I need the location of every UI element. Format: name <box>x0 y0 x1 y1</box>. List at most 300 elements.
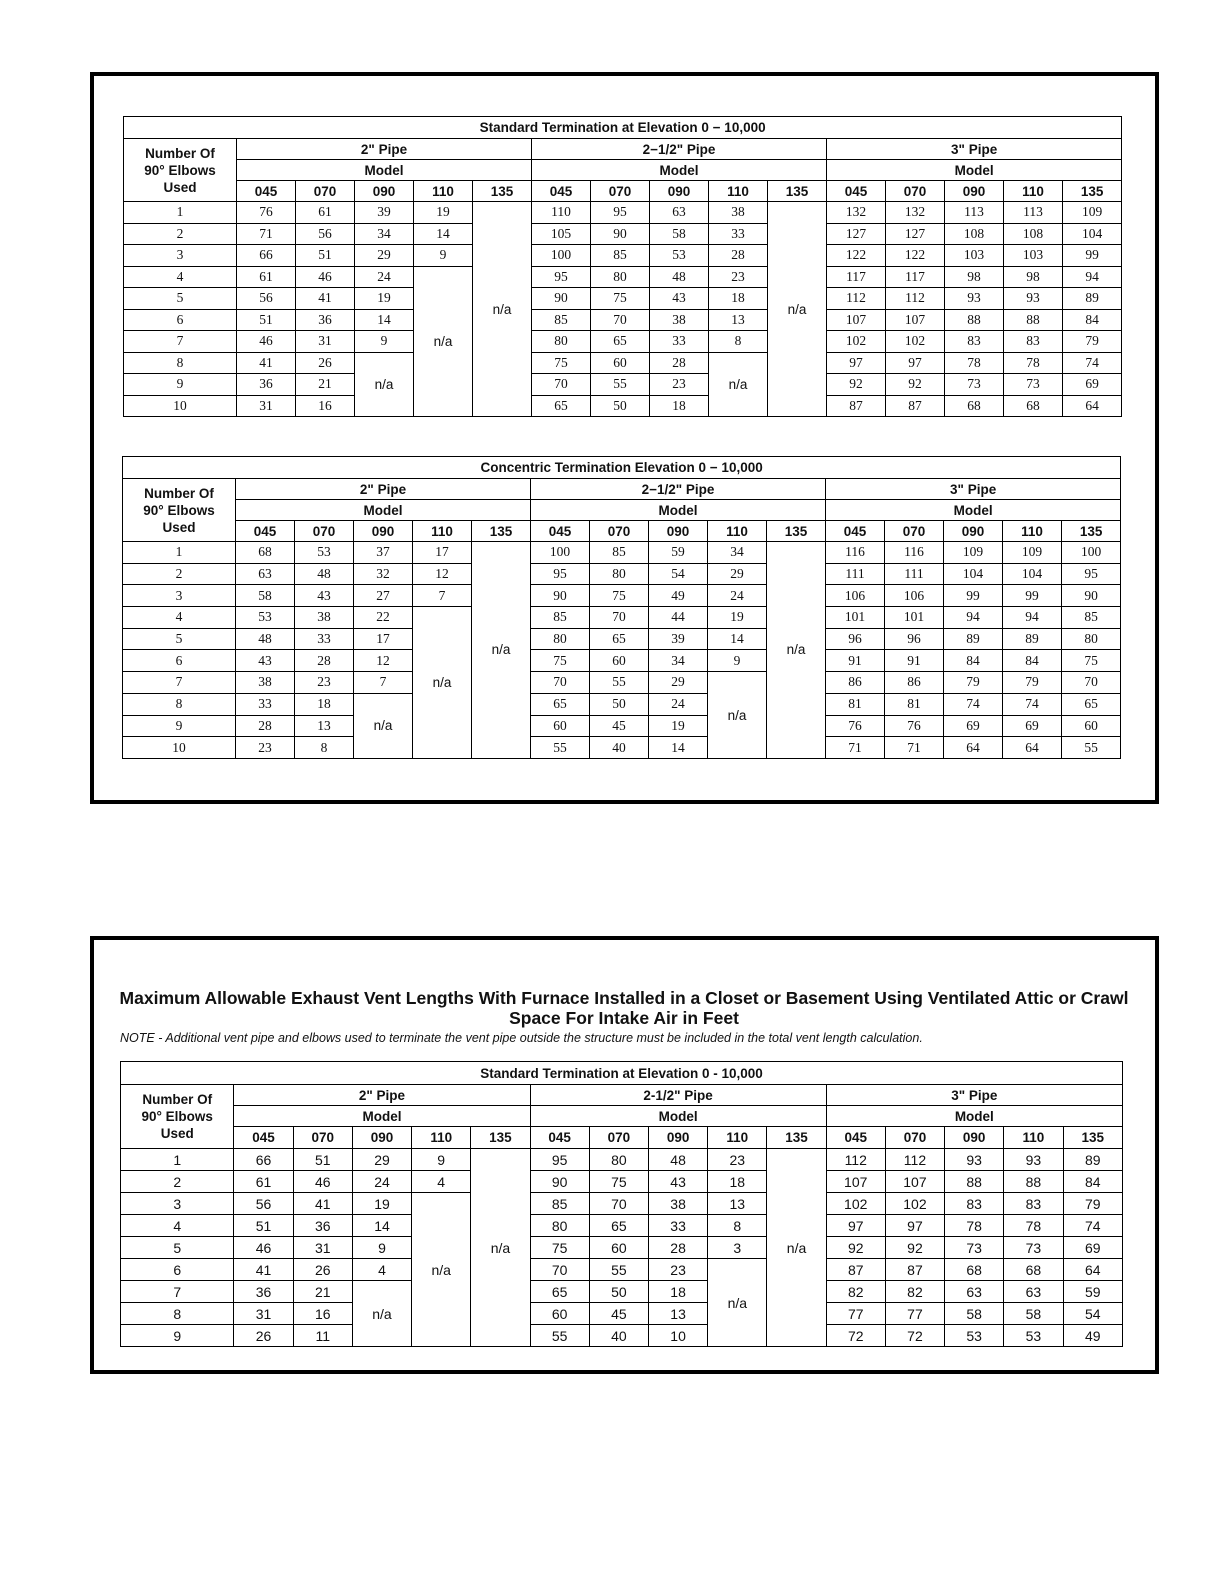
model-number: 110 <box>708 521 767 542</box>
vent-length: 23 <box>650 374 709 396</box>
vent-length: 84 <box>944 650 1003 672</box>
vent-length: 14 <box>352 1215 411 1237</box>
elbow-count: 3 <box>124 245 237 267</box>
not-applicable: n/a <box>354 693 413 758</box>
model-number: 135 <box>768 181 827 202</box>
model-header: Model <box>826 500 1121 521</box>
model-number: 110 <box>708 1127 767 1149</box>
elbow-count: 9 <box>124 374 237 396</box>
vent-length: 106 <box>826 585 885 607</box>
model-number: 110 <box>414 181 473 202</box>
vent-length: 18 <box>648 1281 707 1303</box>
vent-length: 71 <box>237 223 296 245</box>
vent-length: 9 <box>352 1237 411 1259</box>
vent-length: 68 <box>945 1259 1004 1281</box>
vent-length: 92 <box>827 374 886 396</box>
table-title: Standard Termination at Elevation 0 - 10,000 <box>121 1062 1123 1085</box>
table-row <box>123 585 1121 607</box>
model-number: 090 <box>650 181 709 202</box>
not-applicable: n/a <box>767 542 826 759</box>
table-row <box>123 650 1121 672</box>
vent-length: 132 <box>827 202 886 224</box>
vent-length: 108 <box>945 223 1004 245</box>
vent-length: 28 <box>648 1237 707 1259</box>
elbow-count: 1 <box>121 1149 234 1171</box>
elbow-count: 4 <box>124 266 237 288</box>
vent-length: 93 <box>945 288 1004 310</box>
table-row <box>123 693 1121 715</box>
model-number: 045 <box>237 181 296 202</box>
vent-length: 104 <box>944 563 1003 585</box>
table-row <box>124 202 1122 224</box>
vent-length: 84 <box>1063 1171 1123 1193</box>
vent-length: 29 <box>708 563 767 585</box>
vent-length: 84 <box>1063 309 1122 331</box>
vent-length: 89 <box>944 628 1003 650</box>
vent-length: 100 <box>1062 542 1121 564</box>
vent-length: 3 <box>708 1237 767 1259</box>
vent-length: 74 <box>1063 352 1122 374</box>
vent-length: 65 <box>591 331 650 353</box>
model-number: 090 <box>352 1127 411 1149</box>
vent-length: 122 <box>827 245 886 267</box>
elbow-count: 9 <box>123 715 236 737</box>
vent-length: 19 <box>649 715 708 737</box>
vent-length: 29 <box>352 1149 411 1171</box>
vent-length: 27 <box>354 585 413 607</box>
vent-length: 23 <box>708 1149 767 1171</box>
vent-length: 107 <box>886 309 945 331</box>
elbow-count: 3 <box>123 585 236 607</box>
vent-length: 55 <box>589 1259 648 1281</box>
vent-length: 65 <box>589 1215 648 1237</box>
table-row <box>121 1259 1123 1281</box>
vent-length: 16 <box>293 1303 352 1325</box>
model-number: 045 <box>531 521 590 542</box>
vent-length: 107 <box>827 309 886 331</box>
elbow-count: 4 <box>123 607 236 629</box>
vent-length: 56 <box>237 288 296 310</box>
vent-length: 88 <box>945 1171 1004 1193</box>
elbow-count: 8 <box>123 693 236 715</box>
table-row <box>124 352 1122 374</box>
pipe-size-header: 3" Pipe <box>826 1085 1122 1106</box>
vent-length: 18 <box>709 288 768 310</box>
elbows-header-line: 90° Elbows <box>144 162 216 178</box>
vent-length: 14 <box>649 737 708 759</box>
vent-length: 39 <box>355 202 414 224</box>
vent-length: 9 <box>708 650 767 672</box>
vent-length: 21 <box>296 374 355 396</box>
table-row <box>123 563 1121 585</box>
model-number: 070 <box>886 181 945 202</box>
elbow-count: 8 <box>121 1303 234 1325</box>
table-row <box>123 737 1121 759</box>
vent-length: 98 <box>945 266 1004 288</box>
vent-length: 14 <box>414 223 473 245</box>
vent-length: 13 <box>708 1193 767 1215</box>
vent-length: 116 <box>885 542 944 564</box>
vent-length: 89 <box>1063 288 1122 310</box>
elbow-count: 7 <box>123 672 236 694</box>
model-header: Model <box>236 500 531 521</box>
vent-length: 95 <box>532 266 591 288</box>
elbow-count: 6 <box>123 650 236 672</box>
vent-length: 38 <box>709 202 768 224</box>
vent-length: 117 <box>827 266 886 288</box>
vent-length: 18 <box>708 1171 767 1193</box>
vent-length: 55 <box>590 672 649 694</box>
vent-length: 112 <box>826 1149 885 1171</box>
vent-length: 85 <box>531 607 590 629</box>
vent-length: 61 <box>234 1171 293 1193</box>
model-number: 135 <box>767 1127 826 1149</box>
vent-length: 80 <box>532 331 591 353</box>
vent-length: 75 <box>591 288 650 310</box>
vent-length: 43 <box>295 585 354 607</box>
vent-length: 90 <box>591 223 650 245</box>
model-header: Model <box>531 500 826 521</box>
vent-length: 13 <box>648 1303 707 1325</box>
vent-length: 75 <box>532 352 591 374</box>
vent-length: 64 <box>1063 395 1122 417</box>
vent-length: 75 <box>530 1237 589 1259</box>
vent-length: 82 <box>885 1281 944 1303</box>
table-row <box>124 223 1122 245</box>
vent-length: 110 <box>532 202 591 224</box>
not-applicable: n/a <box>709 352 768 417</box>
vent-length: 38 <box>236 672 295 694</box>
vent-length: 92 <box>886 374 945 396</box>
vent-length: 87 <box>827 395 886 417</box>
model-number: 090 <box>355 181 414 202</box>
vent-length: 36 <box>296 309 355 331</box>
vent-length: 28 <box>650 352 709 374</box>
table-row <box>124 331 1122 353</box>
vent-length: 60 <box>590 650 649 672</box>
vent-length: 95 <box>1062 563 1121 585</box>
vent-length: 104 <box>1063 223 1122 245</box>
closet-standard-termination-table <box>120 1061 1123 1347</box>
vent-length: 9 <box>412 1149 471 1171</box>
model-number: 090 <box>649 521 708 542</box>
vent-length: 81 <box>826 693 885 715</box>
elbow-count: 7 <box>121 1281 234 1303</box>
vent-length: 71 <box>885 737 944 759</box>
elbows-header <box>124 139 237 202</box>
model-number: 045 <box>826 1127 885 1149</box>
vent-length: 64 <box>1003 737 1062 759</box>
vent-length: 80 <box>590 563 649 585</box>
vent-length: 29 <box>649 672 708 694</box>
model-number: 045 <box>234 1127 293 1149</box>
vent-length: 65 <box>532 395 591 417</box>
vent-length: 56 <box>296 223 355 245</box>
vent-length: 51 <box>296 245 355 267</box>
vent-length: 41 <box>293 1193 352 1215</box>
vent-length: 107 <box>885 1171 944 1193</box>
vent-length: 101 <box>826 607 885 629</box>
vent-length: 31 <box>234 1303 293 1325</box>
vent-length: 108 <box>1004 223 1063 245</box>
vent-length: 81 <box>885 693 944 715</box>
vent-length: 111 <box>826 563 885 585</box>
vent-length: 90 <box>1062 585 1121 607</box>
not-applicable: n/a <box>708 672 767 759</box>
vent-length: 28 <box>709 245 768 267</box>
elbow-count: 3 <box>121 1193 234 1215</box>
vent-length: 36 <box>237 374 296 396</box>
vent-length: 21 <box>293 1281 352 1303</box>
elbow-count: 2 <box>124 223 237 245</box>
vent-length: 93 <box>1004 1149 1063 1171</box>
model-number: 090 <box>944 521 1003 542</box>
model-number: 135 <box>1063 1127 1123 1149</box>
vent-length: 83 <box>1004 331 1063 353</box>
vent-length: 33 <box>236 693 295 715</box>
model-number: 110 <box>709 181 768 202</box>
vent-length: 97 <box>886 352 945 374</box>
vent-length: 45 <box>589 1303 648 1325</box>
vent-length: 50 <box>591 395 650 417</box>
vent-length: 75 <box>590 585 649 607</box>
vent-length: 109 <box>1063 202 1122 224</box>
pipe-size-header: 2" Pipe <box>236 479 531 500</box>
vent-length: 43 <box>650 288 709 310</box>
vent-length: 87 <box>826 1259 885 1281</box>
vent-length: 45 <box>590 715 649 737</box>
vent-length: 97 <box>885 1215 944 1237</box>
vent-length: 8 <box>708 1215 767 1237</box>
pipe-size-header: 2" Pipe <box>237 139 532 160</box>
vent-length: 46 <box>296 266 355 288</box>
table-row <box>123 715 1121 737</box>
pipe-size-header: 3" Pipe <box>827 139 1122 160</box>
vent-length: 92 <box>826 1237 885 1259</box>
elbow-count: 1 <box>124 202 237 224</box>
model-number: 110 <box>413 521 472 542</box>
elbows-header <box>123 479 236 542</box>
vent-length: 127 <box>886 223 945 245</box>
elbow-count: 5 <box>121 1237 234 1259</box>
vent-length: 32 <box>354 563 413 585</box>
vent-length: 48 <box>295 563 354 585</box>
table-row <box>121 1171 1123 1193</box>
vent-length: 23 <box>236 737 295 759</box>
vent-length: 51 <box>293 1149 352 1171</box>
vent-length: 58 <box>1004 1303 1063 1325</box>
model-number: 135 <box>767 521 826 542</box>
not-applicable: n/a <box>708 1259 767 1347</box>
vent-length: 28 <box>295 650 354 672</box>
vent-length: 7 <box>413 585 472 607</box>
vent-length: 65 <box>531 693 590 715</box>
vent-length: 85 <box>532 309 591 331</box>
model-header: Model <box>532 160 827 181</box>
vent-length: 10 <box>648 1325 707 1347</box>
vent-length: 60 <box>531 715 590 737</box>
vent-length: 59 <box>649 542 708 564</box>
closet-heading: Maximum Allowable Exhaust Vent Lengths With Furnace Installed in a Closet or Basement Using Ventilated Attic or Crawl Space For Intake Air in Feet <box>119 988 1129 1028</box>
vent-length: 80 <box>1062 628 1121 650</box>
vent-length: 16 <box>296 395 355 417</box>
vent-length: 24 <box>649 693 708 715</box>
vent-length: 48 <box>648 1149 707 1171</box>
vent-length: 53 <box>295 542 354 564</box>
vent-length: 58 <box>945 1303 1004 1325</box>
vent-length: 31 <box>296 331 355 353</box>
vent-length: 23 <box>295 672 354 694</box>
vent-length: 43 <box>648 1171 707 1193</box>
elbow-count: 9 <box>121 1325 234 1347</box>
vent-length: 55 <box>591 374 650 396</box>
vent-length: 101 <box>885 607 944 629</box>
table-title: Concentric Termination Elevation 0 − 10,000 <box>123 457 1121 479</box>
vent-length: 23 <box>648 1259 707 1281</box>
vent-length: 90 <box>530 1171 589 1193</box>
elbow-count: 5 <box>123 628 236 650</box>
not-applicable: n/a <box>767 1149 826 1347</box>
vent-length: 94 <box>1063 266 1122 288</box>
model-number: 070 <box>591 181 650 202</box>
table-row <box>124 266 1122 288</box>
vent-length: 24 <box>352 1171 411 1193</box>
pipe-size-header: 2" Pipe <box>234 1085 530 1106</box>
vent-length: 63 <box>1004 1281 1063 1303</box>
vent-length: 88 <box>945 309 1004 331</box>
vent-length: 73 <box>945 374 1004 396</box>
vent-length: 19 <box>708 607 767 629</box>
vent-length: 79 <box>1063 1193 1123 1215</box>
vent-length: 22 <box>354 607 413 629</box>
vent-length: 19 <box>355 288 414 310</box>
vent-length: 97 <box>826 1215 885 1237</box>
elbows-header-line: Number Of <box>145 145 215 161</box>
vent-length: 54 <box>1063 1303 1123 1325</box>
vent-length: 99 <box>1003 585 1062 607</box>
vent-length: 79 <box>1063 331 1122 353</box>
vent-length: 100 <box>531 542 590 564</box>
model-number: 135 <box>473 181 532 202</box>
vent-length: 102 <box>885 1193 944 1215</box>
vent-length: 64 <box>1063 1259 1123 1281</box>
model-number: 045 <box>236 521 295 542</box>
vent-length: 33 <box>648 1215 707 1237</box>
model-number: 070 <box>295 521 354 542</box>
vent-length: 80 <box>591 266 650 288</box>
vent-length: 122 <box>886 245 945 267</box>
vent-length: 46 <box>234 1237 293 1259</box>
vent-length: 60 <box>1062 715 1121 737</box>
vent-length: 18 <box>295 693 354 715</box>
model-number: 070 <box>590 521 649 542</box>
vent-length: 85 <box>590 542 649 564</box>
vent-length: 83 <box>1004 1193 1063 1215</box>
vent-length: 65 <box>1062 693 1121 715</box>
vent-length: 49 <box>649 585 708 607</box>
vent-length: 70 <box>591 309 650 331</box>
vent-length: 75 <box>531 650 590 672</box>
vent-length: 33 <box>709 223 768 245</box>
vent-length: 39 <box>649 628 708 650</box>
vent-length: 76 <box>826 715 885 737</box>
vent-length: 98 <box>1004 266 1063 288</box>
table-row <box>121 1237 1123 1259</box>
table-row <box>121 1193 1123 1215</box>
table-row <box>124 374 1122 396</box>
vent-length: 53 <box>1004 1325 1063 1347</box>
vent-length: 105 <box>532 223 591 245</box>
vent-length: 34 <box>649 650 708 672</box>
vent-length: 78 <box>945 352 1004 374</box>
vent-length: 86 <box>826 672 885 694</box>
elbow-count: 10 <box>123 737 236 759</box>
vent-length: 4 <box>412 1171 471 1193</box>
vent-length: 69 <box>1003 715 1062 737</box>
vent-length: 19 <box>352 1193 411 1215</box>
vent-length: 34 <box>355 223 414 245</box>
not-applicable: n/a <box>355 352 414 417</box>
vent-length: 36 <box>293 1215 352 1237</box>
elbows-header-line: 90° Elbows <box>143 502 215 518</box>
vent-length: 23 <box>709 266 768 288</box>
table-title: Standard Termination at Elevation 0 − 10,000 <box>124 117 1122 139</box>
vent-length: 102 <box>827 331 886 353</box>
vent-length: 72 <box>826 1325 885 1347</box>
vent-length: 91 <box>885 650 944 672</box>
vent-length: 87 <box>885 1259 944 1281</box>
model-number: 070 <box>589 1127 648 1149</box>
vent-length: 70 <box>1062 672 1121 694</box>
vent-length: 38 <box>650 309 709 331</box>
vent-length: 65 <box>530 1281 589 1303</box>
vent-length: 48 <box>236 628 295 650</box>
table-row <box>121 1215 1123 1237</box>
vent-length: 103 <box>1004 245 1063 267</box>
vent-length: 63 <box>650 202 709 224</box>
vent-length: 102 <box>826 1193 885 1215</box>
vent-length: 69 <box>1063 1237 1123 1259</box>
vent-length: 53 <box>945 1325 1004 1347</box>
vent-length: 91 <box>826 650 885 672</box>
model-header: Model <box>827 160 1122 181</box>
elbow-count: 2 <box>123 563 236 585</box>
model-header: Model <box>234 1106 530 1127</box>
vent-length: 117 <box>886 266 945 288</box>
vent-length: 116 <box>826 542 885 564</box>
model-number: 135 <box>472 521 531 542</box>
vent-length: 94 <box>944 607 1003 629</box>
vent-length: 100 <box>532 245 591 267</box>
not-applicable: n/a <box>472 542 531 759</box>
vent-length: 61 <box>296 202 355 224</box>
vent-length: 93 <box>945 1149 1004 1171</box>
model-number: 045 <box>530 1127 589 1149</box>
vent-length: 12 <box>413 563 472 585</box>
not-applicable: n/a <box>768 202 827 417</box>
vent-length: 43 <box>236 650 295 672</box>
vent-length: 36 <box>234 1281 293 1303</box>
vent-length: 38 <box>648 1193 707 1215</box>
model-number: 090 <box>945 181 1004 202</box>
vent-length: 77 <box>885 1303 944 1325</box>
vent-length: 55 <box>530 1325 589 1347</box>
vent-length: 89 <box>1063 1149 1123 1171</box>
elbow-count: 6 <box>124 309 237 331</box>
vent-length: 99 <box>1063 245 1122 267</box>
vent-length: 70 <box>530 1259 589 1281</box>
vent-length: 8 <box>295 737 354 759</box>
